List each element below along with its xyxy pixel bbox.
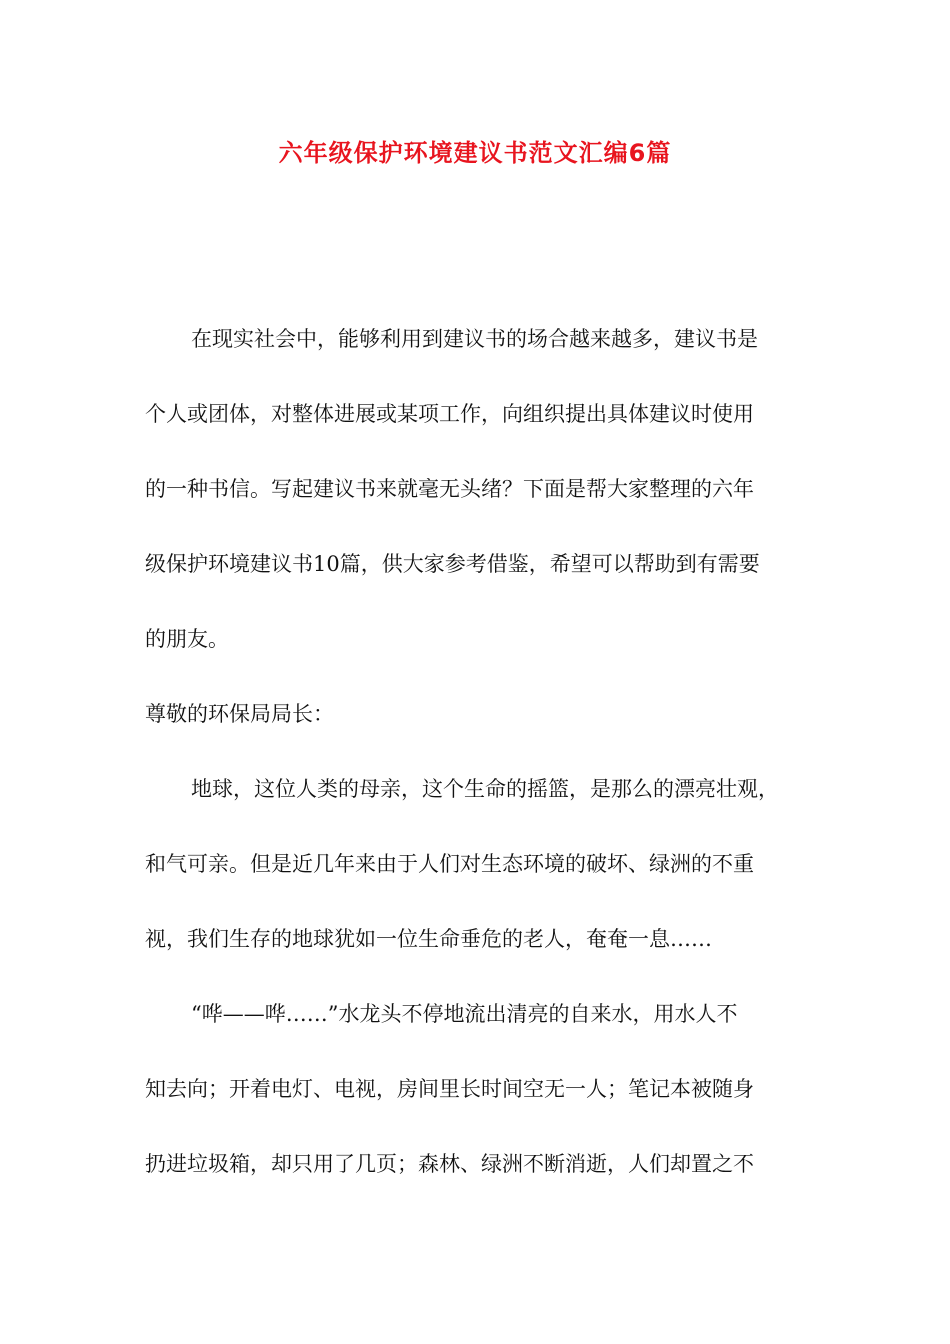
document-title: 六年级保护环境建议书范文汇编6篇 xyxy=(278,139,672,167)
paragraph-line: 地球，这位人类的母亲，这个生命的摇篮，是那么的漂亮壮观， xyxy=(191,777,779,801)
paragraph-line: 扔进垃圾箱，却只用了几页；森林、绿洲不断消逝，人们却置之不 xyxy=(145,1152,754,1176)
paragraph-line: “哗——哗……”水龙头不停地流出清亮的自来水，用水人不 xyxy=(191,1002,738,1026)
paragraph-line: 的朋友。 xyxy=(145,627,229,651)
salutation-line: 尊敬的环保局局长： xyxy=(145,702,334,726)
paragraph-line: 级保护环境建议书10篇，供大家参考借鉴，希望可以帮助到有需要 xyxy=(145,552,760,576)
paragraph-line: 个人或团体，对整体进展或某项工作，向组织提出具体建议时使用 xyxy=(145,402,754,426)
paragraph-line: 的一种书信。写起建议书来就毫无头绪？下面是帮大家整理的六年 xyxy=(145,477,754,501)
paragraph-line: 知去向；开着电灯、电视，房间里长时间空无一人；笔记本被随身 xyxy=(145,1077,754,1101)
paragraph-line: 在现实社会中，能够利用到建议书的场合越来越多，建议书是 xyxy=(191,327,758,351)
paragraph-line: 和气可亲。但是近几年来由于人们对生态环境的破坏、绿洲的不重 xyxy=(145,852,754,876)
paragraph-line: 视，我们生存的地球犹如一位生命垂危的老人，奄奄一息…… xyxy=(145,927,712,951)
